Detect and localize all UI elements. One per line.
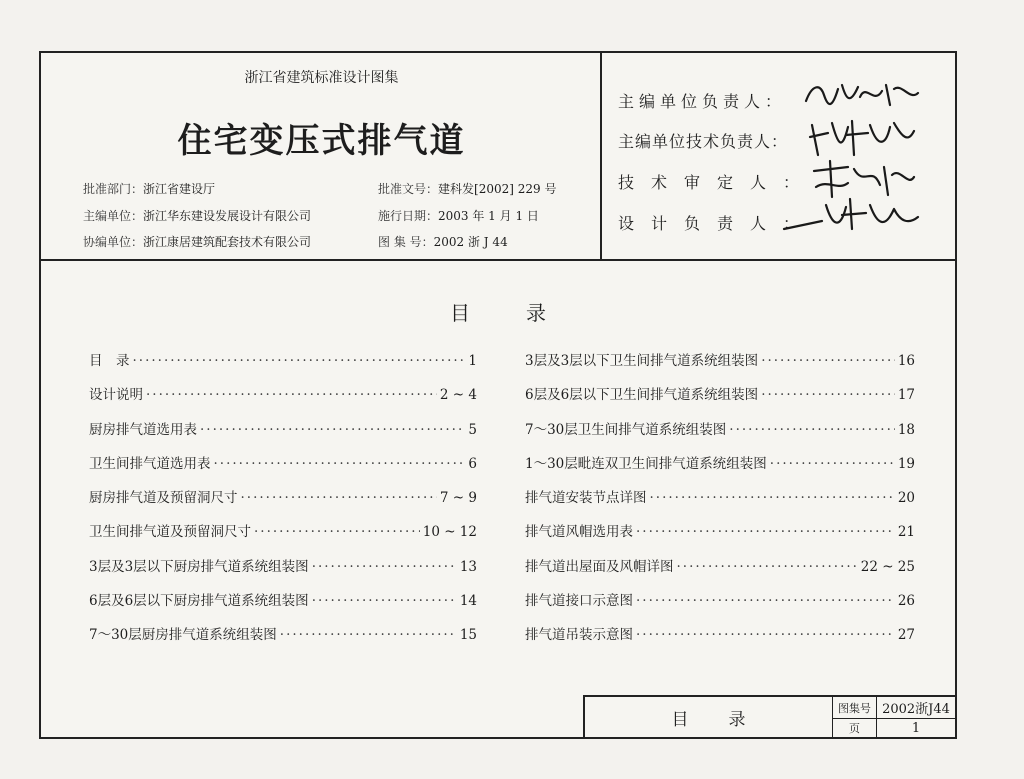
list-item: 1～30层毗连双卫生间排气道系统组装图 ····· 19 <box>525 452 915 486</box>
list-item: 排气道吊装示意图 ····· 27 <box>525 623 915 657</box>
co-editor-unit: 协编单位：浙江康居建筑配套技术有限公司 <box>83 235 312 249</box>
signature-4 <box>782 191 922 237</box>
page-number: 1 <box>911 720 921 736</box>
toc-heading: 目录 <box>450 301 602 325</box>
list-item: 6层及6层以下卫生间排气道系统组装图 ····· 17 <box>525 383 915 417</box>
signature-2 <box>808 115 918 159</box>
signature-role-tech-review: 技术审定人： <box>618 173 817 192</box>
drawing-frame <box>39 51 957 739</box>
atlas-number-value: 2002浙J44 <box>877 697 955 719</box>
list-item: 目 录 ····· 1 <box>89 349 477 383</box>
approval-dept: 批准部门：浙江省建设厅 <box>83 182 216 196</box>
list-item: 7～30层厨房排气道系统组装图 ····· 15 <box>89 623 477 657</box>
list-item: 3层及3层以下厨房排气道系统组装图 ····· 13 <box>89 555 477 589</box>
signature-role-design-lead: 设计负责人： <box>618 214 817 233</box>
list-item: 卫生间排气道选用表 ····· 6 <box>89 452 477 486</box>
list-item: 排气道风帽选用表 ····· 21 <box>525 520 915 554</box>
list-item: 卫生间排气道及预留洞尺寸 ····· 10 ~ 12 <box>89 520 477 554</box>
list-item: 3层及3层以下卫生间排气道系统组装图 ····· 16 <box>525 349 915 383</box>
approval-number: 批准文号：建科发[2002] 229 号 <box>378 182 557 196</box>
list-item: 厨房排气道选用表 ····· 5 <box>89 418 477 452</box>
list-item: 排气道出屋面及风帽详图 ····· 22 ~ 25 <box>525 555 915 589</box>
toc-column-right <box>525 349 915 658</box>
signature-1 <box>802 75 922 115</box>
effective-date: 施行日期：2003 年 1 月 1 日 <box>378 209 539 223</box>
toc-column-left <box>89 349 477 658</box>
page-label: 页 <box>833 719 877 737</box>
series-title: 浙江省建筑标准设计图集 <box>244 70 399 86</box>
footer-title: 目录 <box>585 697 833 737</box>
list-item: 7～30层卫生间排气道系统组装图 ····· 18 <box>525 418 915 452</box>
footer-title-block <box>583 695 955 737</box>
page-title: 住宅变压式排气道 <box>177 121 466 161</box>
list-item: 厨房排气道及预留洞尺寸 ····· 7 ~ 9 <box>89 486 477 520</box>
list-item: 设计说明 ····· 2 ~ 4 <box>89 383 477 417</box>
atlas-number: 图 集 号：2002 浙 J 44 <box>378 235 508 249</box>
signature-role-chief-unit: 主编单位负责人： <box>618 92 787 111</box>
signature-block <box>602 53 955 261</box>
title-block <box>41 53 602 261</box>
chief-editor-unit: 主编单位：浙江华东建设发展设计有限公司 <box>83 209 312 223</box>
list-item: 排气道接口示意图 ····· 26 <box>525 589 915 623</box>
signature-role-tech-chief: 主编单位技术负责人： <box>618 132 789 151</box>
atlas-number-label: 图集号 <box>833 697 877 719</box>
list-item: 6层及6层以下厨房排气道系统组装图 ····· 14 <box>89 589 477 623</box>
list-item: 排气道安装节点详图 ····· 20 <box>525 486 915 520</box>
